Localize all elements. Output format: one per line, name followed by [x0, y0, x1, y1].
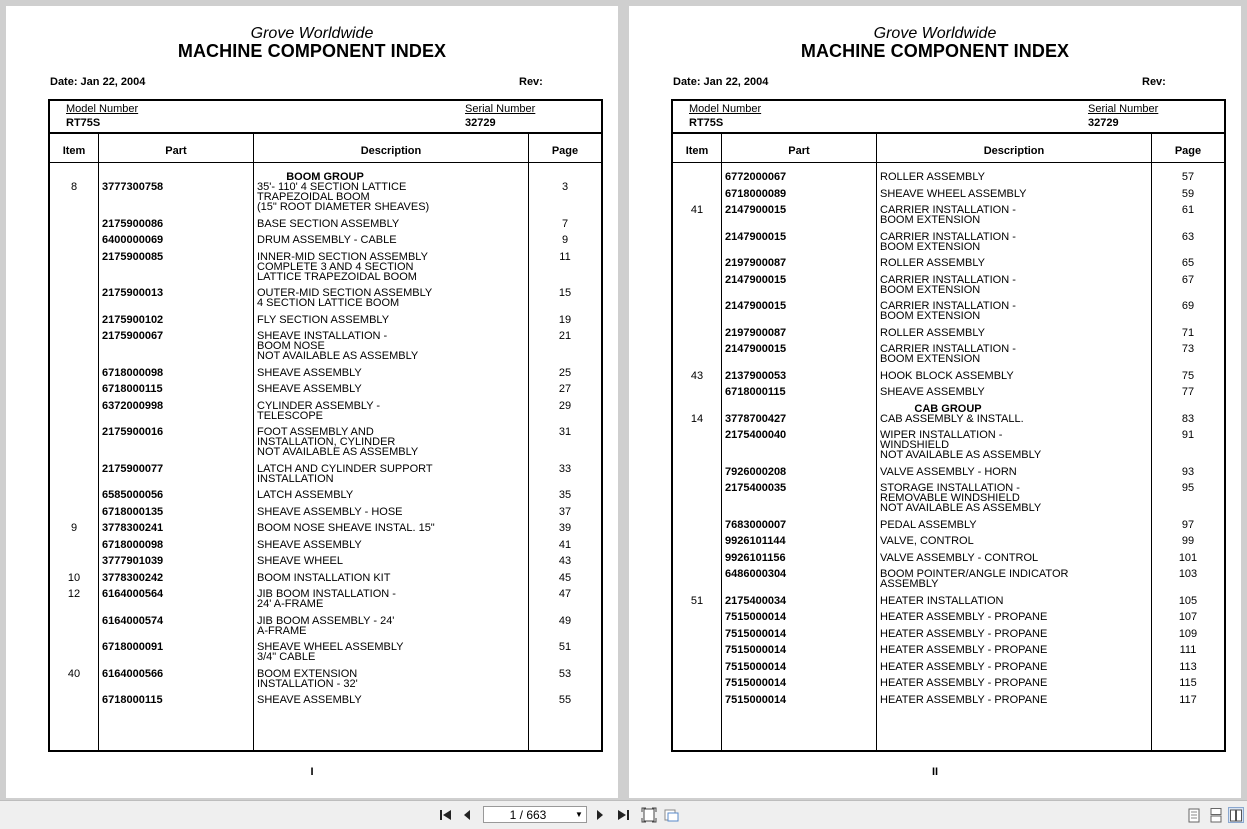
- page-number-cell[interactable]: 117: [1179, 693, 1197, 706]
- serial-number-label: Serial Number: [1088, 103, 1159, 115]
- description-line: TELESCOPE: [257, 409, 324, 422]
- page-number-cell[interactable]: 11: [559, 250, 571, 263]
- page-number-cell[interactable]: 107: [1178, 611, 1198, 623]
- column-divider: [721, 134, 722, 750]
- description-cell: [880, 596, 1150, 606]
- table-divider: [50, 132, 601, 134]
- column-divider: [1151, 134, 1152, 750]
- description-cell: [880, 275, 1150, 295]
- description-line: SHEAVE INSTALLATION -: [257, 330, 388, 342]
- page-number-cell[interactable]: 29: [558, 399, 572, 412]
- description-line: SHEAVE ASSEMBLY - HOSE: [257, 505, 403, 518]
- page-number-cell[interactable]: 101: [1178, 551, 1198, 564]
- page-number-cell[interactable]: 83: [1181, 412, 1195, 425]
- page-number-cell[interactable]: 115: [1179, 677, 1197, 689]
- part-number-cell: 2175400035: [725, 482, 787, 494]
- part-number-cell: 7683000007: [725, 518, 787, 531]
- description-cell: [257, 384, 527, 394]
- description-cell: [257, 252, 527, 282]
- page-number-cell[interactable]: 31: [558, 426, 572, 438]
- description-cell: [257, 464, 527, 484]
- description-line: LATCH AND CYLINDER SUPPORT: [257, 462, 433, 475]
- page-number-cell[interactable]: 21: [558, 330, 572, 342]
- column-header-description: Description: [983, 145, 1045, 157]
- item-cell: 9: [70, 522, 78, 534]
- serial-number-value: 32729: [1088, 117, 1119, 129]
- description-cell: [257, 669, 527, 689]
- page-title: MACHINE COMPONENT INDEX: [177, 41, 447, 61]
- part-number-cell: 6164000574: [102, 614, 164, 627]
- description-cell: [257, 573, 527, 583]
- description-line: CARRIER INSTALLATION -: [880, 343, 1016, 355]
- description-line: SHEAVE ASSEMBLY: [257, 383, 362, 395]
- page-number-cell[interactable]: 113: [1179, 660, 1197, 673]
- part-number-cell: 6718000089: [725, 187, 787, 200]
- part-number-cell: 6718000115: [102, 383, 163, 395]
- page-number-cell[interactable]: 103: [1178, 568, 1198, 580]
- serial-number-value: 32729: [465, 117, 496, 129]
- part-number-cell: 2175900085: [102, 250, 164, 263]
- continuous-view-icon[interactable]: [1208, 807, 1224, 823]
- model-number-value: RT75S: [66, 117, 101, 129]
- fit-width-icon[interactable]: [662, 807, 680, 823]
- description-line: BOOM INSTALLATION KIT: [257, 571, 391, 584]
- description-line: FLY SECTION ASSEMBLY: [257, 313, 390, 326]
- description-line: HEATER ASSEMBLY - PROPANE: [880, 611, 1048, 623]
- page-number-cell[interactable]: 25: [558, 366, 572, 379]
- description-line: BOOM EXTENSION: [880, 240, 981, 253]
- description-line: SHEAVE ASSEMBLY: [257, 366, 362, 379]
- page-number-cell[interactable]: 105: [1178, 594, 1198, 607]
- company-name: Grove Worldwide: [250, 25, 374, 42]
- description-line: VALVE ASSEMBLY - CONTROL: [880, 551, 1039, 564]
- description-line: LATTICE TRAPEZOIDAL BOOM: [257, 270, 417, 283]
- column-header-page: Page: [1174, 145, 1202, 157]
- item-cell: 41: [690, 204, 704, 216]
- part-number-cell: 6164000564: [102, 588, 164, 600]
- part-number-cell: 2175900016: [102, 426, 164, 438]
- page-number-cell[interactable]: 3: [561, 181, 569, 193]
- model-number-label: Model Number: [689, 103, 762, 115]
- description-cell: [880, 189, 1150, 199]
- description-cell: [257, 589, 527, 609]
- part-number-cell: 6718000098: [102, 538, 164, 551]
- page-number-cell[interactable]: 95: [1181, 482, 1195, 494]
- part-number-cell: 7926000208: [725, 465, 787, 478]
- description-line: SHEAVE WHEEL ASSEMBLY: [257, 641, 404, 653]
- description-line: COMPLETE 3 AND 4 SECTION: [257, 260, 414, 273]
- page-number-cell[interactable]: 45: [558, 571, 572, 584]
- item-cell: 43: [690, 369, 704, 382]
- rev-label: Rev:: [519, 76, 543, 88]
- description-line: ROLLER ASSEMBLY: [880, 326, 985, 339]
- description-line: 4 SECTION LATTICE BOOM: [257, 297, 400, 309]
- description-line: DRUM ASSEMBLY - CABLE: [257, 234, 397, 246]
- page-number-cell[interactable]: 55: [558, 694, 572, 706]
- description-line: ROLLER ASSEMBLY: [880, 257, 985, 269]
- page-number-cell[interactable]: 93: [1181, 465, 1195, 478]
- part-number-cell: 6718000115: [725, 386, 786, 398]
- page-number-cell[interactable]: 59: [1181, 187, 1195, 200]
- page-number-cell[interactable]: 51: [558, 641, 572, 653]
- description-line: CARRIER INSTALLATION -: [880, 273, 1016, 286]
- part-number-cell: 3777901039: [102, 555, 164, 567]
- item-cell: 10: [67, 571, 81, 584]
- description-cell: [880, 205, 1150, 225]
- description-line: NOT AVAILABLE AS ASSEMBLY: [880, 502, 1042, 514]
- description-line: VALVE ASSEMBLY - HORN: [880, 465, 1017, 478]
- description-line: PEDAL ASSEMBLY: [880, 518, 977, 531]
- description-line: BOOM NOSE SHEAVE INSTAL. 15": [257, 522, 435, 534]
- description-line: BOOM EXTENSION: [880, 214, 981, 226]
- last-page-icon[interactable]: [614, 807, 632, 823]
- rev-label: Rev:: [1142, 76, 1166, 88]
- description-cell: [880, 387, 1150, 397]
- column-header-item: Item: [62, 145, 86, 157]
- description-cell: [880, 695, 1150, 705]
- page-number-cell[interactable]: 27: [558, 383, 572, 395]
- part-number-cell: 6164000566: [102, 667, 164, 680]
- part-number-cell: 9926101144: [725, 535, 786, 547]
- page-number-cell[interactable]: 91: [1181, 429, 1195, 441]
- description-cell: [880, 371, 1150, 381]
- description-cell: [257, 235, 527, 245]
- description-line: NOT AVAILABLE AS ASSEMBLY: [257, 446, 419, 458]
- page-number-cell[interactable]: 9: [561, 234, 569, 246]
- table-divider: [673, 162, 1224, 163]
- description-cell: [880, 430, 1150, 460]
- column-divider: [253, 134, 254, 750]
- first-page-icon[interactable]: [437, 807, 455, 823]
- description-cell: [880, 645, 1150, 655]
- column-header-part: Part: [165, 145, 187, 157]
- page-number-cell[interactable]: 19: [558, 313, 572, 326]
- description-cell: [880, 414, 1150, 424]
- description-cell: [257, 368, 527, 378]
- description-line: SHEAVE ASSEMBLY: [257, 538, 362, 551]
- description-cell: [880, 344, 1150, 364]
- description-cell: [257, 182, 527, 212]
- description-cell: [257, 490, 527, 500]
- description-line: BOOM POINTER/ANGLE INDICATOR: [880, 568, 1069, 580]
- part-number-cell: 3778300241: [102, 522, 164, 534]
- page-number-cell[interactable]: 37: [558, 505, 572, 518]
- page-number-cell[interactable]: 47: [558, 588, 572, 600]
- description-cell: [880, 612, 1150, 622]
- description-cell: [880, 467, 1150, 477]
- model-number-label: Model Number: [66, 103, 139, 115]
- part-number-cell: 2197900087: [725, 257, 787, 269]
- description-line: HEATER ASSEMBLY - PROPANE: [880, 627, 1048, 640]
- document-page-1: [6, 6, 618, 798]
- part-number-cell: 6400000069: [102, 234, 164, 246]
- description-line: (15" ROOT DIAMETER SHEAVES): [257, 201, 430, 213]
- description-cell: [257, 219, 527, 229]
- page-number-cell[interactable]: 71: [1181, 326, 1195, 339]
- item-cell: 14: [690, 412, 704, 425]
- part-number-cell: 6486000304: [725, 568, 787, 580]
- description-line: SHEAVE WHEEL ASSEMBLY: [880, 187, 1027, 200]
- page-number-cell[interactable]: 39: [558, 522, 572, 534]
- column-header-description: Description: [360, 145, 422, 157]
- description-line: INSTALLATION, CYLINDER: [257, 436, 396, 448]
- description-line: ROLLER ASSEMBLY: [880, 171, 985, 183]
- part-number-cell: 2147900015: [725, 204, 787, 216]
- prev-page-icon[interactable]: [459, 807, 475, 823]
- page-number-cell[interactable]: 67: [1181, 273, 1195, 286]
- part-number-cell: 2147900015: [725, 273, 787, 286]
- next-page-icon[interactable]: [592, 807, 608, 823]
- description-cell: [880, 232, 1150, 252]
- description-line: HEATER INSTALLATION: [880, 594, 1004, 607]
- page-number-cell[interactable]: 43: [558, 555, 572, 567]
- part-number-cell: 9926101156: [725, 551, 786, 564]
- description-line: BOOM EXTENSION: [880, 310, 981, 322]
- column-divider: [98, 134, 99, 750]
- description-line: FOOT ASSEMBLY AND: [257, 426, 374, 438]
- description-line: SHEAVE ASSEMBLY: [880, 386, 985, 398]
- description-line: BOOM EXTENSION: [257, 667, 358, 680]
- description-line: CARRIER INSTALLATION -: [880, 204, 1016, 216]
- description-line: WINDSHIELD: [880, 439, 950, 451]
- page-number-cell[interactable]: 75: [1181, 369, 1195, 382]
- description-cell: [880, 301, 1150, 321]
- description-cell: [880, 536, 1150, 546]
- description-line: INSTALLATION - 32': [257, 677, 358, 690]
- part-number-cell: 2175900102: [102, 313, 164, 326]
- description-cell: [880, 569, 1150, 589]
- page-number-cell[interactable]: 99: [1181, 535, 1195, 547]
- part-number-cell: 3778700427: [725, 412, 787, 425]
- part-number-cell: 7515000014: [725, 627, 787, 640]
- description-line: CARRIER INSTALLATION -: [880, 230, 1016, 243]
- description-line: OUTER-MID SECTION ASSEMBLY: [257, 287, 433, 299]
- description-cell: [257, 616, 527, 636]
- part-number-cell: 7515000014: [725, 660, 787, 673]
- description-line: SHEAVE WHEEL: [257, 555, 343, 567]
- item-cell: 8: [70, 181, 78, 193]
- part-number-cell: 3777300758: [102, 181, 164, 193]
- component-table: [671, 99, 1226, 752]
- description-line: 24' A-FRAME: [257, 598, 324, 610]
- chevron-down-icon[interactable]: ▼: [575, 810, 583, 819]
- column-header-page: Page: [551, 145, 579, 157]
- part-number-cell: 2175900067: [102, 330, 164, 342]
- description-cell: [257, 401, 527, 421]
- description-line: SHEAVE ASSEMBLY: [257, 694, 362, 706]
- description-line: CYLINDER ASSEMBLY -: [257, 399, 381, 412]
- date-label: Date: Jan 22, 2004: [673, 76, 769, 88]
- part-number-cell: 7515000014: [725, 693, 787, 706]
- description-line: HOOK BLOCK ASSEMBLY: [880, 369, 1014, 382]
- viewer-toolbar: [0, 800, 1247, 829]
- description-line: ASSEMBLY: [880, 578, 939, 590]
- part-number-cell: 2175900013: [102, 287, 164, 299]
- part-number-cell: 7515000014: [725, 677, 787, 689]
- description-cell: [880, 662, 1150, 672]
- description-line: HEATER ASSEMBLY - PROPANE: [880, 644, 1048, 656]
- part-number-cell: 6372000998: [102, 399, 164, 412]
- part-number-cell: 2175400040: [725, 429, 787, 441]
- description-line: JIB BOOM INSTALLATION -: [257, 588, 396, 600]
- description-line: INSTALLATION: [257, 472, 334, 485]
- description-cell: [257, 556, 527, 566]
- page-number-cell[interactable]: 15: [558, 287, 572, 299]
- part-number-cell: 2147900015: [725, 230, 787, 243]
- description-line: BOOM EXTENSION: [880, 353, 981, 365]
- page-number-cell[interactable]: 57: [1181, 171, 1195, 183]
- page-number-cell[interactable]: 33: [558, 462, 572, 475]
- part-number-cell: 6718000135: [102, 505, 164, 518]
- table-divider: [50, 162, 601, 163]
- single-page-view-icon[interactable]: [1186, 807, 1202, 823]
- description-cell: [880, 553, 1150, 563]
- page-footer-number: II: [931, 766, 939, 778]
- description-line: REMOVABLE WINDSHIELD: [880, 492, 1020, 504]
- part-number-cell: 7515000014: [725, 644, 787, 656]
- description-cell: [880, 483, 1150, 513]
- part-number-cell: 6585000056: [102, 489, 164, 501]
- description-line: STORAGE INSTALLATION -: [880, 482, 1020, 494]
- page-number-cell[interactable]: 65: [1181, 257, 1195, 269]
- description-cell: [880, 678, 1150, 688]
- part-number-cell: 2137900053: [725, 369, 787, 382]
- part-number-cell: 6718000115: [102, 694, 163, 706]
- page-number-cell[interactable]: 35: [558, 489, 572, 501]
- description-cell: [257, 540, 527, 550]
- description-line: BOOM EXTENSION: [880, 283, 981, 296]
- description-cell: [880, 258, 1150, 268]
- fit-page-icon[interactable]: [640, 807, 658, 823]
- description-line: 3/4" CABLE: [257, 651, 316, 663]
- page-indicator[interactable]: 1 / 663: [509, 807, 547, 822]
- column-divider: [876, 134, 877, 750]
- description-cell: [880, 520, 1150, 530]
- page-number-cell[interactable]: 73: [1181, 343, 1195, 355]
- page-number-cell[interactable]: 69: [1181, 300, 1195, 312]
- part-number-cell: 2175900077: [102, 462, 164, 475]
- description-cell: [257, 331, 527, 361]
- serial-number-label: Serial Number: [465, 103, 536, 115]
- page-footer-number: I: [310, 766, 314, 778]
- description-cell: [257, 523, 527, 533]
- part-number-cell: 6718000091: [102, 641, 164, 653]
- model-number-value: RT75S: [689, 117, 724, 129]
- page-number-cell[interactable]: 97: [1181, 518, 1195, 531]
- page-number-cell[interactable]: 61: [1181, 204, 1195, 216]
- part-number-cell: 2147900015: [725, 300, 787, 312]
- two-page-view-icon[interactable]: [1228, 807, 1244, 823]
- company-name: Grove Worldwide: [873, 25, 997, 42]
- part-number-cell: 2197900087: [725, 326, 787, 339]
- description-line: NOT AVAILABLE AS ASSEMBLY: [257, 350, 419, 362]
- part-number-cell: 2175400034: [725, 594, 787, 607]
- description-line: HEATER ASSEMBLY - PROPANE: [880, 677, 1048, 689]
- page-number-cell[interactable]: 7: [561, 217, 569, 230]
- table-divider: [673, 132, 1224, 134]
- description-cell: [880, 328, 1150, 338]
- description-cell: [880, 172, 1150, 182]
- description-line: WIPER INSTALLATION -: [880, 429, 1003, 441]
- description-cell: [880, 629, 1150, 639]
- part-number-cell: 2147900015: [725, 343, 787, 355]
- description-cell: [257, 695, 527, 705]
- description-line: CARRIER INSTALLATION -: [880, 300, 1016, 312]
- component-table: [48, 99, 603, 752]
- description-line: 35'- 110' 4 SECTION LATTICE: [257, 181, 407, 193]
- item-cell: 51: [690, 594, 704, 607]
- date-label: Date: Jan 22, 2004: [50, 76, 146, 88]
- description-line: NOT AVAILABLE AS ASSEMBLY: [880, 449, 1042, 461]
- document-page-2: [629, 6, 1241, 798]
- part-number-cell: 2175900086: [102, 217, 164, 230]
- column-header-item: Item: [685, 145, 709, 157]
- part-number-cell: 7515000014: [725, 611, 787, 623]
- description-cell: [257, 507, 527, 517]
- page-number-cell[interactable]: 77: [1181, 386, 1195, 398]
- description-line: HEATER ASSEMBLY - PROPANE: [880, 693, 1048, 706]
- description-line: A-FRAME: [257, 624, 307, 637]
- description-cell: [257, 427, 527, 457]
- part-number-cell: 3778300242: [102, 571, 164, 584]
- page-title: MACHINE COMPONENT INDEX: [800, 41, 1070, 61]
- description-line: INNER-MID SECTION ASSEMBLY: [257, 250, 428, 263]
- description-line: BOOM NOSE: [257, 340, 325, 352]
- description-line: HEATER ASSEMBLY - PROPANE: [880, 660, 1048, 673]
- description-line: TRAPEZOIDAL BOOM: [257, 191, 370, 203]
- part-number-cell: 6772000067: [725, 171, 787, 183]
- description-line: JIB BOOM ASSEMBLY - 24': [257, 614, 395, 627]
- description-cell: [257, 642, 527, 662]
- section-group-title: CAB GROUP: [914, 402, 982, 415]
- item-cell: 40: [67, 667, 81, 680]
- part-number-cell: 6718000098: [102, 366, 164, 379]
- description-line: CAB ASSEMBLY & INSTALL.: [880, 412, 1024, 425]
- section-group-title: BOOM GROUP: [286, 171, 364, 183]
- page-number-input[interactable]: [483, 806, 587, 823]
- description-line: LATCH ASSEMBLY: [257, 489, 354, 501]
- page-number-cell[interactable]: 111: [1179, 644, 1197, 656]
- description-cell: [257, 315, 527, 325]
- page-number-cell[interactable]: 41: [558, 538, 572, 551]
- item-cell: 12: [67, 588, 81, 600]
- page-number-cell[interactable]: 49: [558, 614, 572, 627]
- description-cell: [257, 288, 527, 308]
- page-number-cell[interactable]: 109: [1178, 627, 1198, 640]
- description-line: VALVE, CONTROL: [880, 535, 974, 547]
- page-number-cell[interactable]: 63: [1181, 230, 1195, 243]
- column-header-part: Part: [788, 145, 810, 157]
- description-line: BASE SECTION ASSEMBLY: [257, 217, 400, 230]
- page-number-cell[interactable]: 53: [558, 667, 572, 680]
